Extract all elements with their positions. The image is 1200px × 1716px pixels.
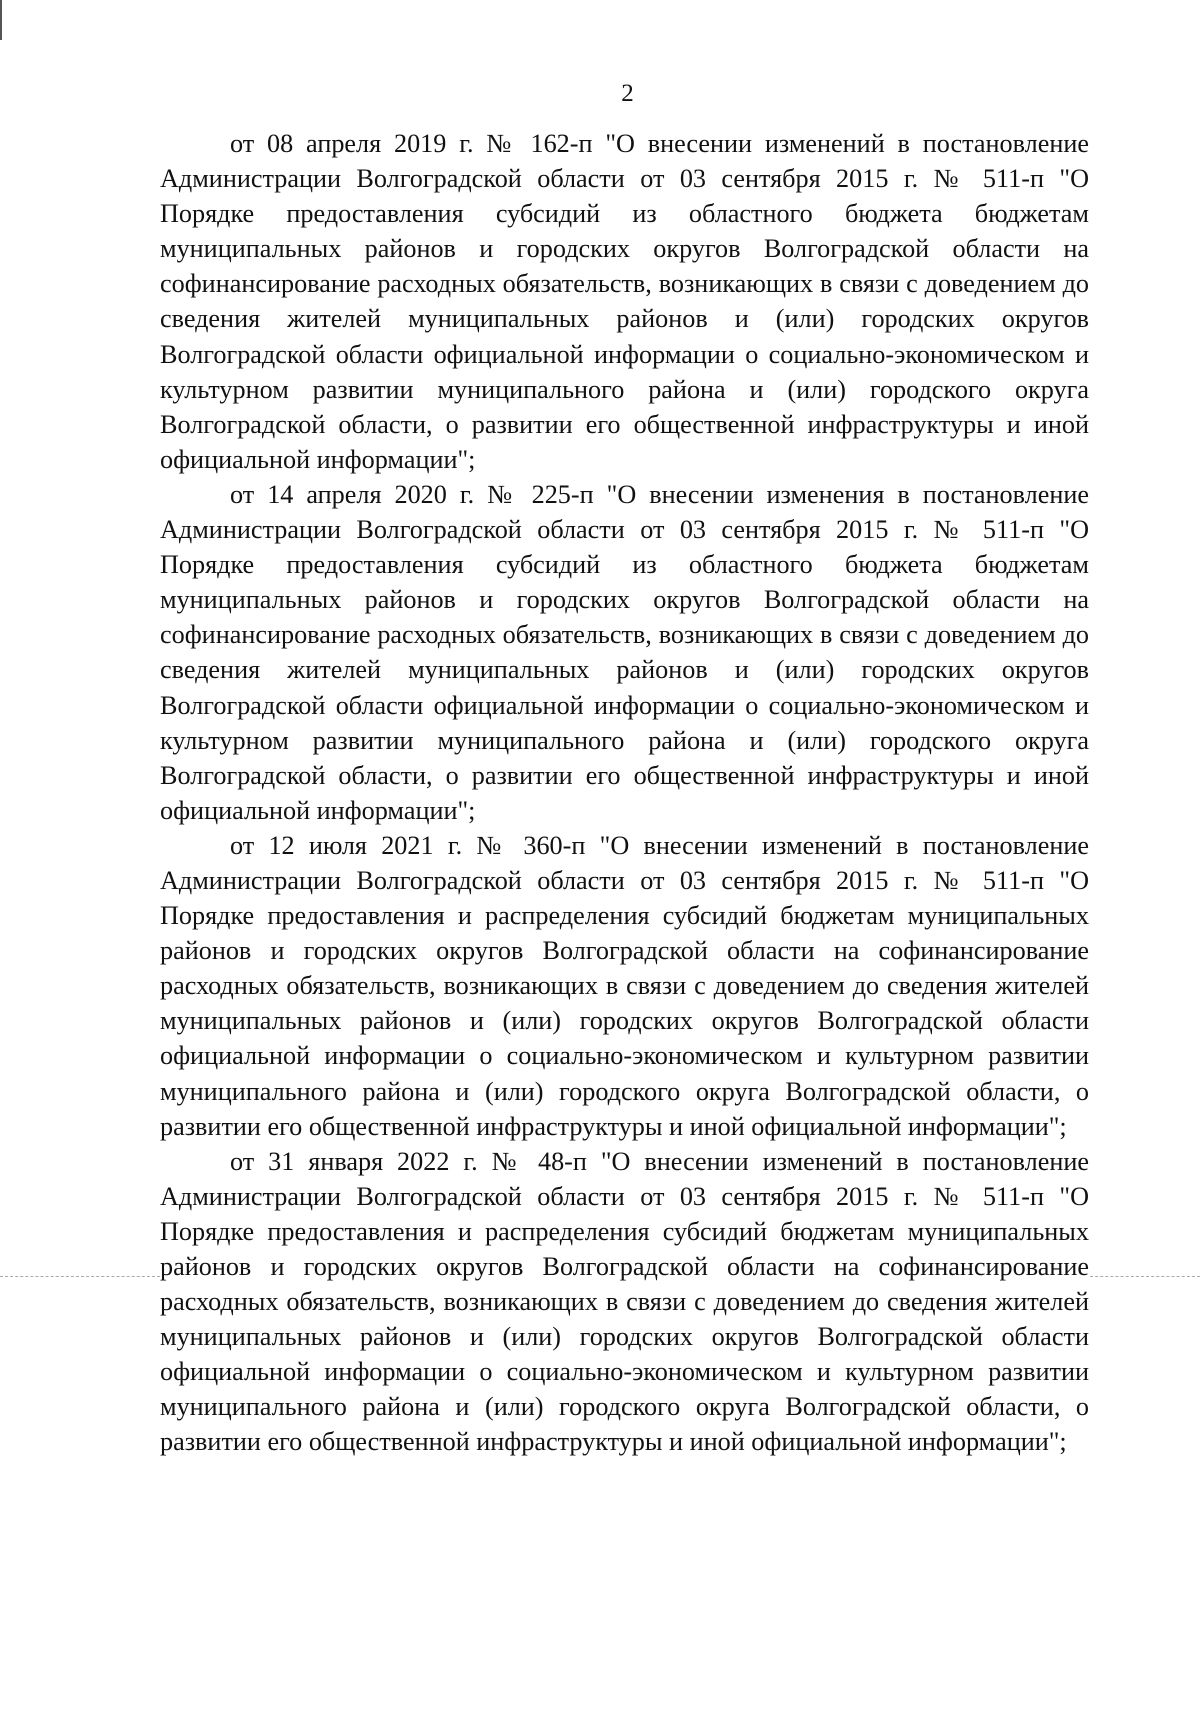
paragraph-amendment-2019: от 08 апреля 2019 г. № 162-п "О внесении изменений в постановление Администрации Волгоградской области от 03 сентября 2015 г. № 511-п "О Порядке предоставления субсидий из областного бюджета бюджетам муниципальных районов и городских округов Волгоградской области на софинансирование расходных обязательств, возникающих в связи с доведением до сведения жителей муниципальных районов и (или) городских округов Волгоградской области официальной информации о социально-экономическом и культурном развитии муниципального района и (или) городского округа Волгоградской области, о развитии его общественной инфраструктуры и иной официальной информации"; bbox=[160, 129, 1089, 474]
document-body bbox=[160, 126, 1089, 1460]
page-number: 2 bbox=[621, 80, 634, 107]
paragraph-amendment-2021: от 12 июля 2021 г. № 360-п "О внесении изменений в постановление Администрации Волгоградской области от 03 сентября 2015 г. № 511-п "О Порядке предоставления и распределения субсидий бюджетам муниципальных районов и городских округов Волгоградской области на софинансирование расходных обязательств, возникающих в связи с доведением до сведения жителей муниципальных районов и (или) городских округов Волгоградской области официальной информации о социально-экономическом и культурном развитии муниципального района и (или) городского округа Волгоградской области, о развитии его общественной инфраструктуры и иной официальной информации"; bbox=[160, 830, 1089, 1141]
scan-edge-mark bbox=[0, 0, 2, 40]
scan-dotted-line-left bbox=[0, 1276, 160, 1279]
paragraph-amendment-2022: от 31 января 2022 г. № 48-п "О внесении изменений в постановление Администрации Волгоградской области от 03 сентября 2015 г. № 511-п "О Порядке предоставления и распределения субсидий бюджетам муниципальных районов и городских округов Волгоградской области на софинансирование расходных обязательств, возникающих в связи с доведением до сведения жителей муниципальных районов и (или) городских округов Волгоградской области официальной информации о социально-экономическом и культурном развитии муниципального района и (или) городского округа Волгоградской области, о развитии его общественной инфраструктуры и иной официальной информации"; bbox=[160, 1146, 1089, 1457]
scan-dotted-line-right bbox=[1090, 1276, 1200, 1279]
paragraph-amendment-2020: от 14 апреля 2020 г. № 225-п "О внесении изменения в постановление Администрации Волгоградской области от 03 сентября 2015 г. № 511-п "О Порядке предоставления субсидий из областного бюджета бюджетам муниципальных районов и городских округов Волгоградской области на софинансирование расходных обязательств, возникающих в связи с доведением до сведения жителей муниципальных районов и (или) городских округов Волгоградской области официальной информации о социально-экономическом и культурном развитии муниципального района и (или) городского округа Волгоградской области, о развитии его общественной инфраструктуры и иной официальной информации"; bbox=[160, 479, 1089, 825]
